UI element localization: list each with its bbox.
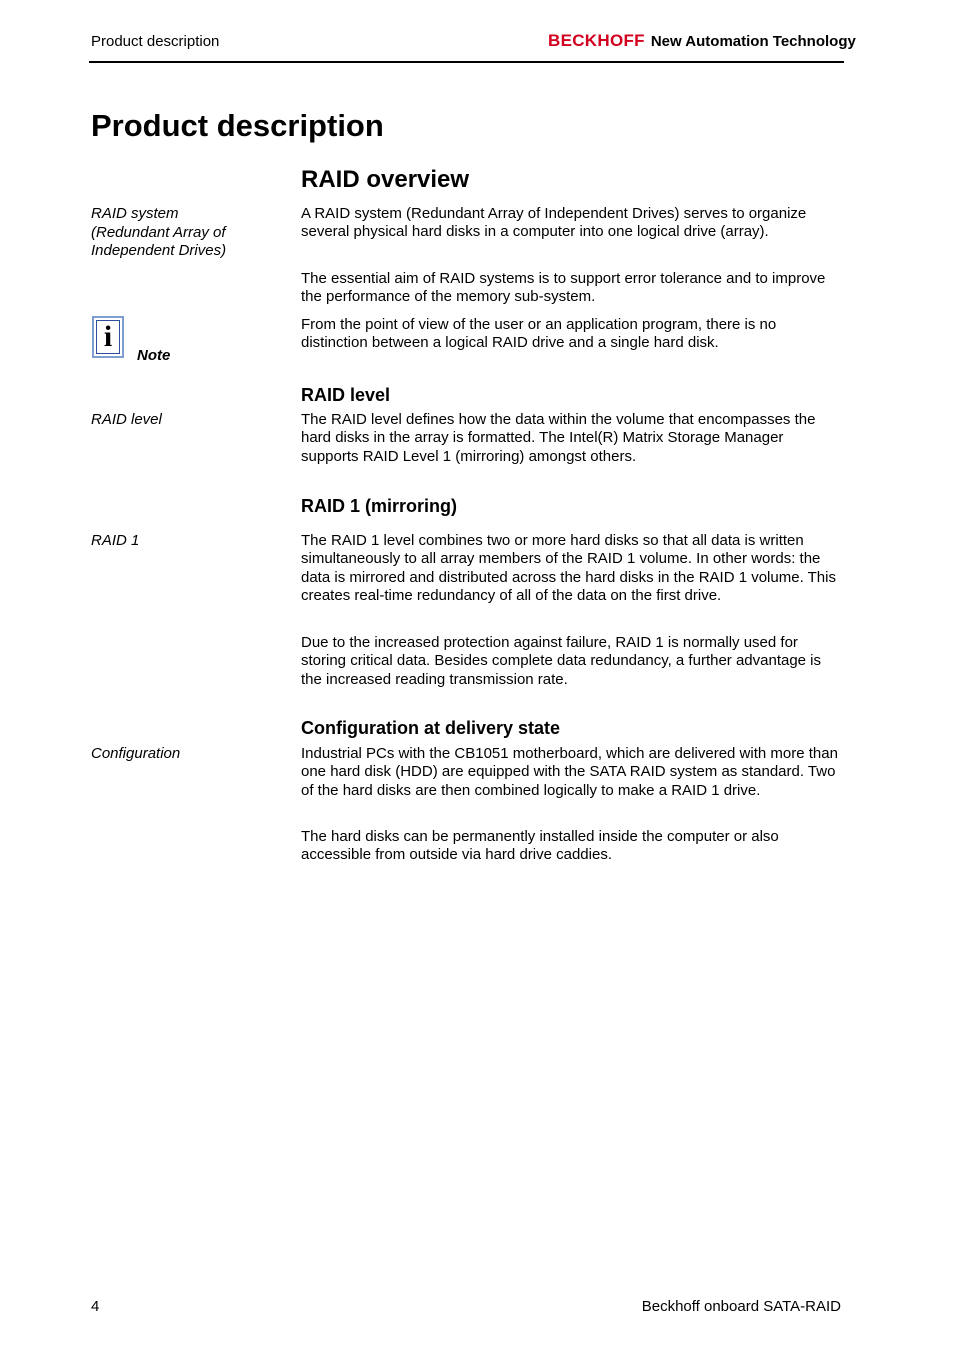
beckhoff-logo xyxy=(548,31,856,51)
configuration-side-label: Configuration xyxy=(91,745,181,762)
info-icon xyxy=(92,316,124,358)
configuration-heading: Configuration at delivery state xyxy=(301,718,561,738)
raid-overview-paragraph-2: The essential aim of RAID systems is to support error tolerance and to improve the performance of the memory sub-system. xyxy=(301,270,826,306)
raid-level-side-label: RAID level xyxy=(91,411,162,428)
footer-document-title: Beckhoff onboard SATA-RAID xyxy=(641,1298,841,1315)
raid1-paragraph-1: The RAID 1 level combines two or more hard disks so that all data is written simultaneously to all array members of the RAID 1 volume. In other words: the data is mirrored and distributed across the hard disks in the RAID 1 volume. This creates real-time redundancy of all of the data on the first drive. xyxy=(301,532,836,604)
raid1-paragraph-2: Due to the increased protection against failure, RAID 1 is normally used for storing critical data. Besides complete data redundancy, a further advantage is the increased reading transmission rate. xyxy=(301,634,822,688)
info-icon-glyph: i xyxy=(96,320,120,354)
page-title: Product description xyxy=(91,108,384,143)
raid-system-side-label: RAID system (Redundant Array of Independent Drives) xyxy=(91,205,227,259)
raid-overview-heading: RAID overview xyxy=(301,166,470,193)
note-label: Note xyxy=(137,347,171,364)
header-divider xyxy=(89,61,844,63)
logo-brand: BECKHOFF xyxy=(548,31,645,50)
header-section-label: Product description xyxy=(91,33,220,50)
raid-overview-paragraph-3: From the point of view of the user or an application program, there is no distinction between a logical RAID drive and a single hard disk. xyxy=(301,316,777,352)
raid-level-paragraph-1: The RAID level defines how the data within the volume that encompasses the hard disks in the array is formatted. The Intel(R) Matrix Storage Manager supports RAID Level 1 (mirroring) amongst others. xyxy=(301,411,816,465)
configuration-paragraph-1: Industrial PCs with the CB1051 motherboard, which are delivered with more than one hard disk (HDD) are equipped with the SATA RAID system as standard. Two of the hard disks are then combined logically to make a RAID 1 drive. xyxy=(301,745,838,799)
raid-overview-paragraph-1: A RAID system (Redundant Array of Independent Drives) serves to organize several physical hard disks in a computer into one logical drive (array). xyxy=(301,205,807,241)
raid-level-heading: RAID level xyxy=(301,385,391,405)
raid1-heading: RAID 1 (mirroring) xyxy=(301,496,458,516)
page-number: 4 xyxy=(91,1298,100,1315)
logo-tagline: New Automation Technology xyxy=(650,33,856,50)
configuration-paragraph-2: The hard disks can be permanently installed inside the computer or also accessible from outside via hard drive caddies. xyxy=(301,828,779,864)
raid1-side-label: RAID 1 xyxy=(91,532,140,549)
